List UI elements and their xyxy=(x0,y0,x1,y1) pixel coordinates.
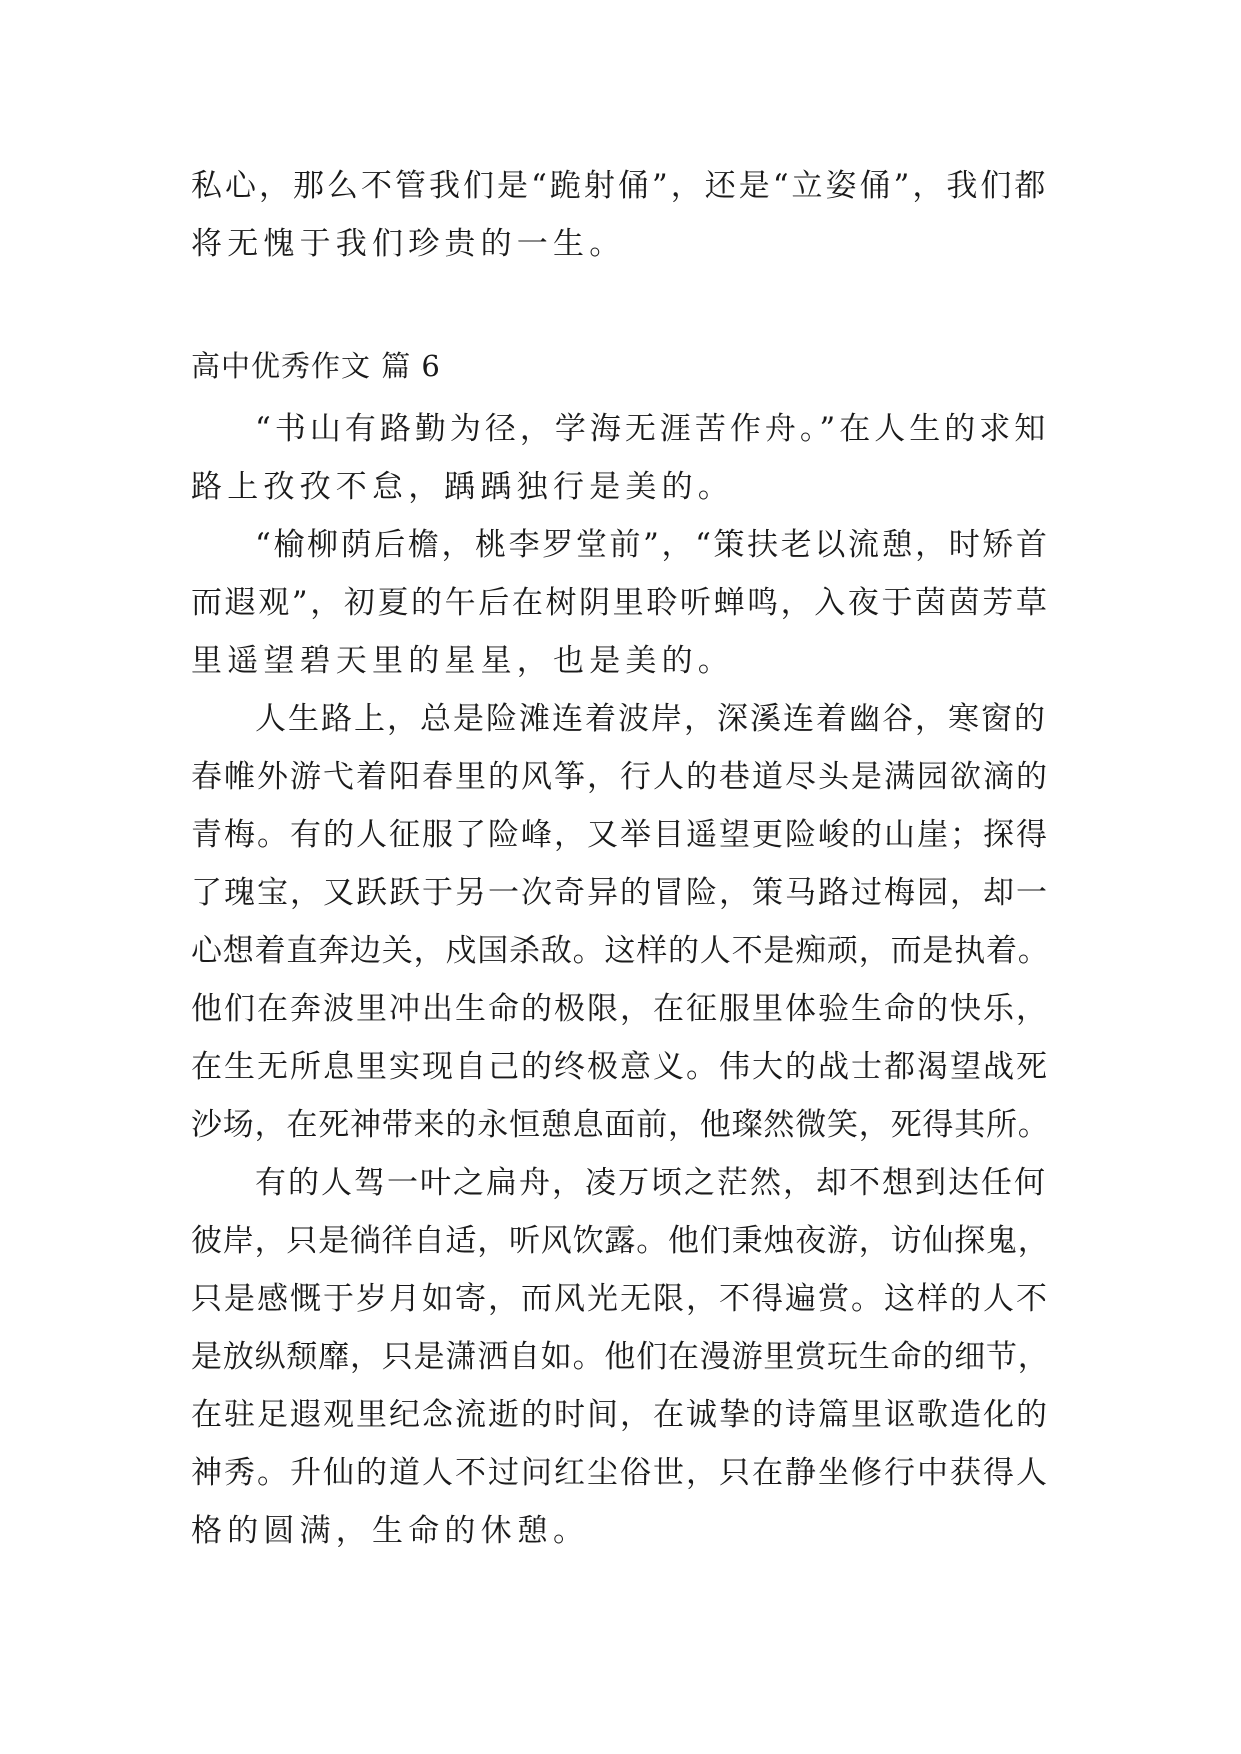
paragraph-line: 是放纵颓靡，只是潇洒自如。他们在漫游里赏玩生命的细节， xyxy=(191,1339,1050,1375)
paragraph-line: 路上孜孜不怠，踽踽独行是美的。 xyxy=(191,469,734,505)
paragraph-line: 在生无所息里实现自己的终极意义。伟大的战士都渴望战死 xyxy=(191,1049,1049,1085)
paragraph-line: 青梅。有的人征服了险峰，又举目遥望更险峻的山崖；探得 xyxy=(191,817,1049,853)
paragraph-line: 春帷外游弋着阳春里的风筝，行人的巷道尽头是满园欲滴的 xyxy=(191,759,1049,795)
paragraph-line: “榆柳荫后檐，桃李罗堂前”，“策扶老以流憩，时矫首 xyxy=(255,527,1050,563)
paragraph-line: 格的圆满，生命的休憩。 xyxy=(191,1513,590,1549)
paragraph-line: 人生路上，总是险滩连着波岸，深溪连着幽谷，寒窗的 xyxy=(255,701,1047,737)
paragraph-line: 而遐观”，初夏的午后在树阴里聆听蝉鸣，入夜于茵茵芳草 xyxy=(191,585,1050,621)
section-title: 高中优秀作文 篇 6 xyxy=(191,349,441,383)
paragraph-line: 神秀。升仙的道人不过问红尘俗世，只在静坐修行中获得人 xyxy=(191,1455,1049,1491)
paragraph-line: “书山有路勤为径，学海无涯苦作舟。”在人生的求知 xyxy=(255,411,1050,447)
paragraph-line: 心想着直奔边关，戍国杀敌。这样的人不是痴顽，而是执着。 xyxy=(191,933,1050,969)
paragraph-line: 里遥望碧天里的星星，也是美的。 xyxy=(191,643,734,679)
paragraph-line: 他们在奔波里冲出生命的极限，在征服里体验生命的快乐， xyxy=(191,991,1049,1027)
paragraph-line: 将无愧于我们珍贵的一生。 xyxy=(191,226,626,262)
paragraph-line: 有的人驾一叶之扁舟，凌万顷之茫然，却不想到达任何 xyxy=(255,1165,1047,1201)
paragraph-line: 在驻足遐观里纪念流逝的时间，在诚挚的诗篇里讴歌造化的 xyxy=(191,1397,1049,1433)
paragraph-line: 只是感慨于岁月如寄，而风光无限，不得遍赏。这样的人不 xyxy=(191,1281,1049,1317)
paragraph-line: 私心，那么不管我们是“跪射俑”，还是“立姿俑”，我们都 xyxy=(191,168,1049,204)
paragraph-line: 沙场，在死神带来的永恒憩息面前，他璨然微笑，死得其所。 xyxy=(191,1107,1050,1143)
paragraph-line: 了瑰宝，又跃跃于另一次奇异的冒险，策马路过梅园，却一 xyxy=(191,875,1049,911)
paragraph-line: 彼岸，只是徜徉自适，听风饮露。他们秉烛夜游，访仙探鬼， xyxy=(191,1223,1050,1259)
